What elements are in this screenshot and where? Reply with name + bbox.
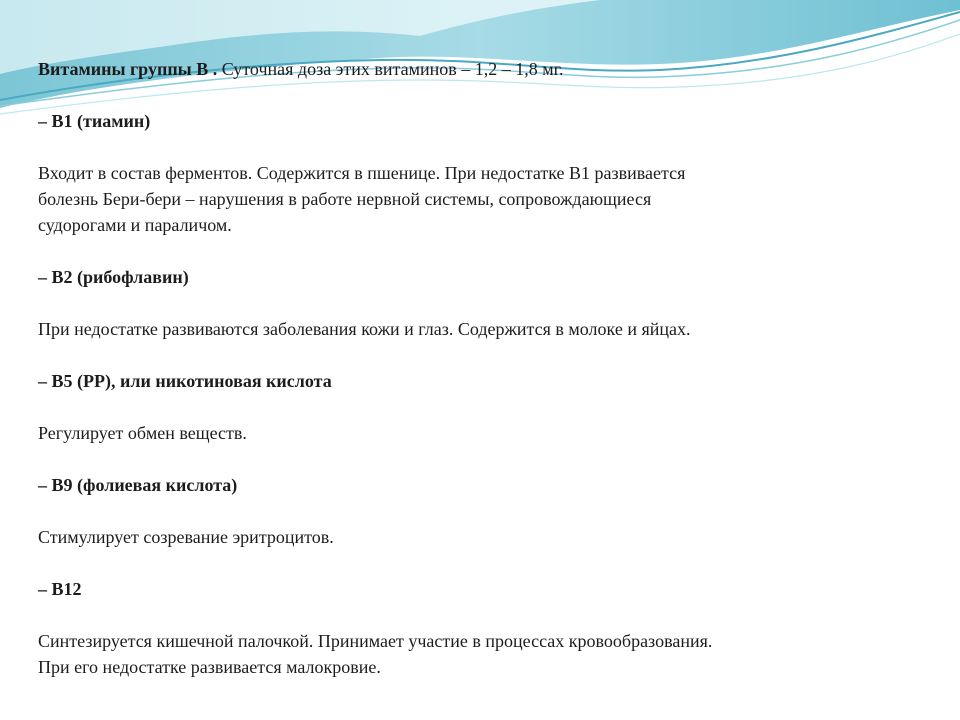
intro-text: Суточная доза этих витаминов – 1,2 – 1,8 мг. (217, 59, 564, 79)
text-b5-line1: Регулирует обмен веществ. (38, 423, 247, 443)
text-b12-line1: Синтезируется кишечной палочкой. Принимает участие в процессах кровообразования. (38, 631, 713, 651)
text-b1-line1: Входит в состав ферментов. Содержится в пшенице. При недостатке В1 развивается (38, 163, 686, 183)
heading-b12: – В12 (38, 579, 82, 599)
text-b1-line2: болезнь Бери-бери – нарушения в работе нервной системы, сопровождающиеся (38, 189, 652, 209)
heading-b5: – В5 (РР), или никотиновая кислота (38, 371, 332, 391)
heading-b2: – В2 (рибофлавин) (38, 267, 189, 287)
intro-line (38, 56, 918, 82)
text-b2-line1: При недостатке развиваются заболевания кожи и глаз. Содержится в молоке и яйцах. (38, 319, 691, 339)
text-b1-line3: судорогами и параличом. (38, 215, 232, 235)
heading-b9: – В9 (фолиевая кислота) (38, 475, 238, 495)
intro-bold: Витамины группы В . (38, 59, 218, 79)
slide-content (38, 56, 918, 680)
text-b12-line2: При его недостатке развивается малокровие. (38, 657, 381, 677)
heading-b1: – В1 (тиамин) (38, 111, 151, 131)
text-b9-line1: Стимулирует созревание эритроцитов. (38, 527, 334, 547)
